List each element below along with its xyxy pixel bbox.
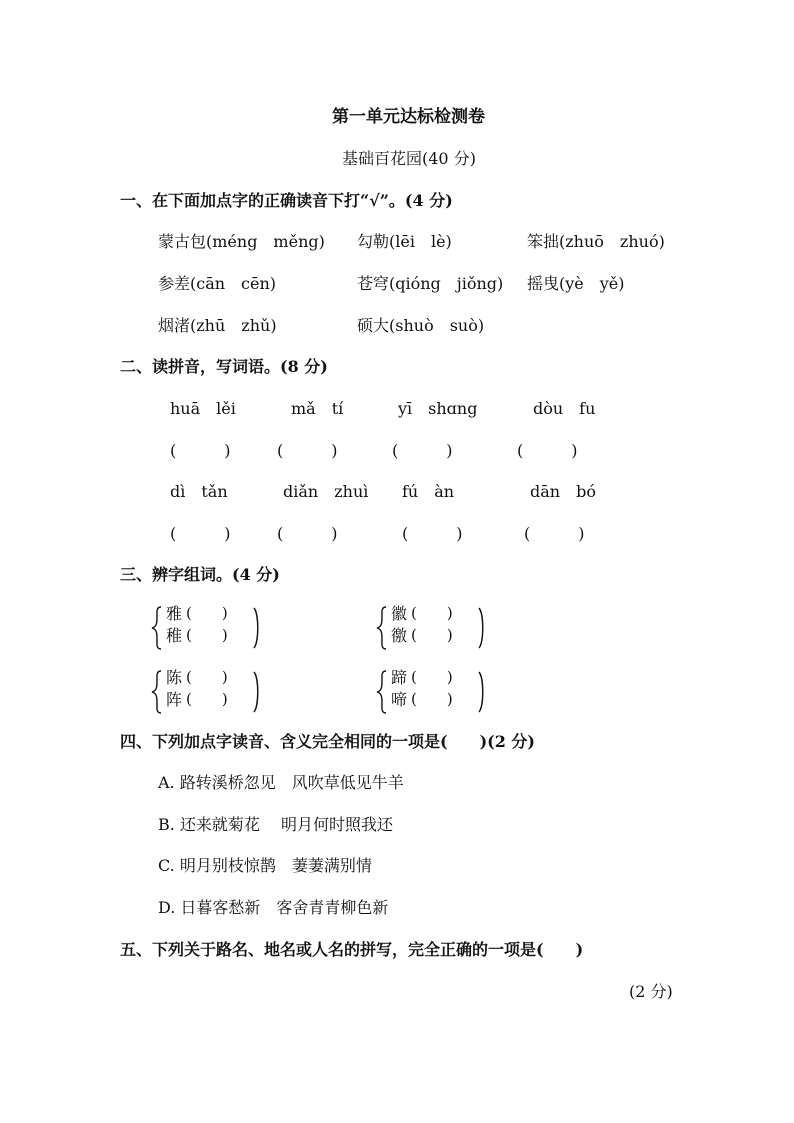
char-item: 阵 xyxy=(166,690,183,709)
q2-pinyin: yī shɑng xyxy=(398,399,478,418)
word-blank[interactable]: ( ) xyxy=(186,668,228,686)
word-blank[interactable]: ( ) xyxy=(186,626,228,644)
q2-answer-blank[interactable]: ( ) xyxy=(170,524,231,543)
q5-score: (2 分) xyxy=(629,982,673,1001)
q2-answer-blank[interactable]: ( ) xyxy=(524,524,585,543)
q2-heading: 二、读拼音，写词语。(8 分) xyxy=(120,357,328,376)
q2-answer-blank[interactable]: ( ) xyxy=(402,524,463,543)
q2-pinyin: dì tǎn xyxy=(170,482,228,501)
q2-answer-blank[interactable]: ( ) xyxy=(517,441,578,460)
q2-pinyin: dān bó xyxy=(530,482,596,501)
q2-answer-blank[interactable]: ( ) xyxy=(392,441,453,460)
char-item: 蹄 xyxy=(391,668,408,687)
word-blank[interactable]: ( ) xyxy=(186,604,228,622)
char-item: 陈 xyxy=(166,668,183,687)
q4-option-c[interactable]: C. 明月别枝惊鹊 萋萋满别情 xyxy=(158,856,372,875)
q4-heading: 四、下列加点字读音、含义完全相同的一项是( )(2 分) xyxy=(120,732,535,751)
q5-heading: 五、下列关于路名、地名或人名的拼写，完全正确的一项是( ) xyxy=(120,940,584,959)
section-subtitle: 基础百花园(40 分) xyxy=(342,149,476,168)
char-item: 徽 xyxy=(391,604,408,623)
q3-heading: 三、辨字组词。(4 分) xyxy=(120,565,280,584)
q2-pinyin: fú àn xyxy=(402,482,455,501)
q1-item: 苍穹(qióng jiǒng) xyxy=(357,274,504,293)
q1-item: 参差(cān cēn) xyxy=(158,274,277,293)
char-item: 雅 xyxy=(166,604,183,623)
page-title: 第一单元达标检测卷 xyxy=(332,107,485,127)
word-blank[interactable]: ( ) xyxy=(186,690,228,708)
q1-item: 硕大(shuò suò) xyxy=(357,316,485,335)
char-group xyxy=(150,606,260,650)
char-item: 稚 xyxy=(166,626,183,645)
word-blank[interactable]: ( ) xyxy=(411,626,453,644)
q1-item: 勾勒(lēi lè) xyxy=(357,232,452,251)
q2-pinyin: diǎn zhuì xyxy=(283,482,369,501)
q1-item: 笨拙(zhuō zhuó) xyxy=(527,232,665,251)
q2-pinyin: dòu fu xyxy=(533,399,596,418)
word-blank[interactable]: ( ) xyxy=(411,690,453,708)
word-blank[interactable]: ( ) xyxy=(411,668,453,686)
q1-item: 摇曳(yè yě) xyxy=(527,274,625,293)
char-group xyxy=(150,670,260,714)
char-group xyxy=(375,670,485,714)
q1-item: 烟渚(zhū zhǔ) xyxy=(158,316,277,335)
q2-answer-blank[interactable]: ( ) xyxy=(170,441,231,460)
q2-pinyin: huā lěi xyxy=(170,399,236,418)
q1-item: 蒙古包(méng měng) xyxy=(158,232,325,251)
q4-option-d[interactable]: D. 日暮客愁新 客舍青青柳色新 xyxy=(158,898,389,917)
q4-option-a[interactable]: A. 路转溪桥忽见 风吹草低见牛羊 xyxy=(158,773,404,792)
q2-answer-blank[interactable]: ( ) xyxy=(277,441,338,460)
word-blank[interactable]: ( ) xyxy=(411,604,453,622)
q2-pinyin: mǎ tí xyxy=(291,399,344,418)
char-group xyxy=(375,606,485,650)
char-item: 徼 xyxy=(391,626,408,645)
q4-option-b[interactable]: B. 还来就菊花 明月何时照我还 xyxy=(158,815,394,834)
q1-heading: 一、在下面加点字的正确读音下打“√”。(4 分) xyxy=(120,191,453,210)
q2-answer-blank[interactable]: ( ) xyxy=(277,524,338,543)
char-item: 啼 xyxy=(391,690,408,709)
